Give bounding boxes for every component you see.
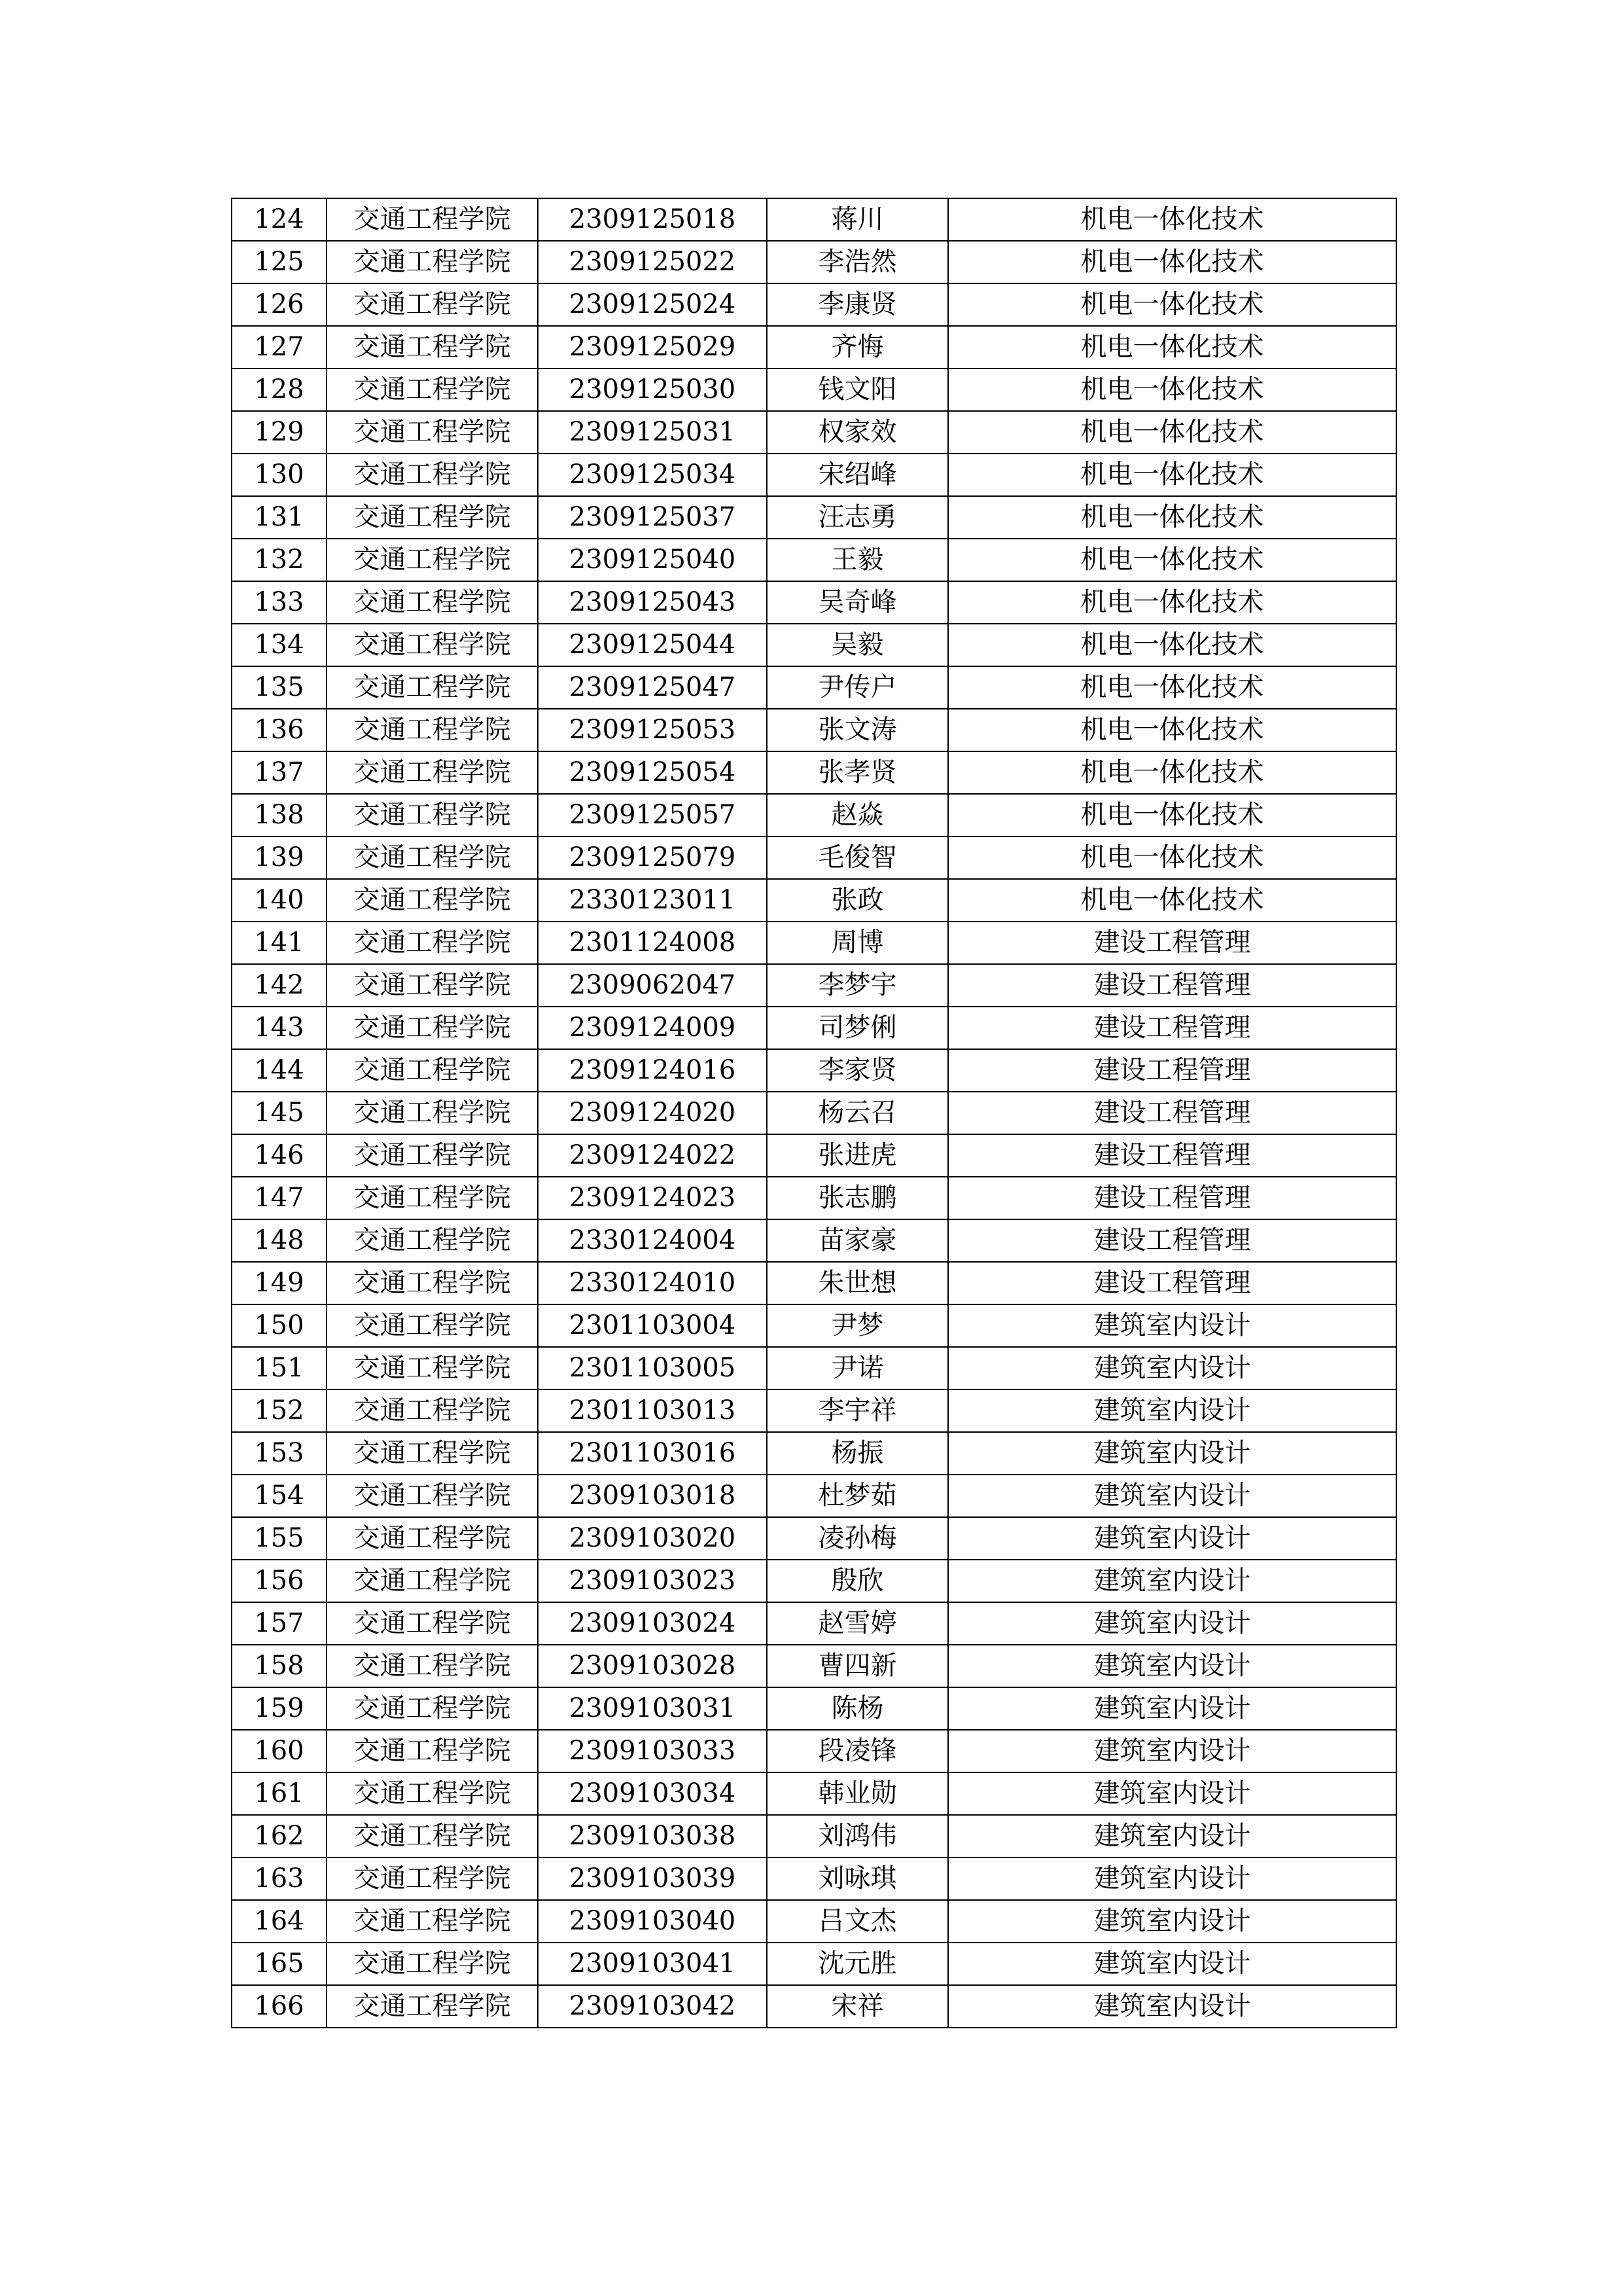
cell-name: 苗家豪	[767, 1219, 948, 1262]
cell-college: 交通工程学院	[327, 496, 538, 539]
cell-college: 交通工程学院	[327, 1134, 538, 1177]
cell-college: 交通工程学院	[327, 666, 538, 709]
cell-major: 机电一体化技术	[948, 454, 1396, 496]
table-row	[232, 198, 1396, 241]
cell-college: 交通工程学院	[327, 1687, 538, 1730]
cell-name: 司梦俐	[767, 1007, 948, 1049]
cell-college: 交通工程学院	[327, 581, 538, 624]
cell-student-id: 2309062047	[538, 964, 767, 1007]
table-row	[232, 1092, 1396, 1134]
table-row	[232, 241, 1396, 283]
cell-student-id: 2309103018	[538, 1475, 767, 1517]
cell-college: 交通工程学院	[327, 1985, 538, 2028]
cell-major: 建筑室内设计	[948, 1390, 1396, 1432]
cell-number: 157	[232, 1602, 327, 1645]
cell-name: 赵焱	[767, 794, 948, 836]
cell-college: 交通工程学院	[327, 1007, 538, 1049]
cell-college: 交通工程学院	[327, 709, 538, 751]
cell-major: 机电一体化技术	[948, 326, 1396, 368]
table-row	[232, 1432, 1396, 1475]
table-row	[232, 539, 1396, 581]
cell-college: 交通工程学院	[327, 1857, 538, 1900]
cell-college: 交通工程学院	[327, 1304, 538, 1347]
cell-student-id: 2309125057	[538, 794, 767, 836]
cell-college: 交通工程学院	[327, 241, 538, 283]
table-row	[232, 1517, 1396, 1560]
table-row	[232, 1985, 1396, 2028]
cell-name: 尹传户	[767, 666, 948, 709]
cell-college: 交通工程学院	[327, 1560, 538, 1602]
table-row	[232, 1900, 1396, 1943]
table-row	[232, 1815, 1396, 1857]
cell-name: 刘鸿伟	[767, 1815, 948, 1857]
cell-major: 建设工程管理	[948, 922, 1396, 964]
cell-name: 张文涛	[767, 709, 948, 751]
cell-major: 建筑室内设计	[948, 1772, 1396, 1815]
cell-name: 李宇祥	[767, 1390, 948, 1432]
cell-name: 毛俊智	[767, 836, 948, 879]
cell-major: 建筑室内设计	[948, 1943, 1396, 1985]
cell-number: 143	[232, 1007, 327, 1049]
cell-number: 135	[232, 666, 327, 709]
cell-number: 142	[232, 964, 327, 1007]
cell-student-id: 2309124022	[538, 1134, 767, 1177]
cell-student-id: 2309125044	[538, 624, 767, 666]
cell-name: 凌孙梅	[767, 1517, 948, 1560]
cell-major: 机电一体化技术	[948, 666, 1396, 709]
cell-number: 140	[232, 879, 327, 922]
cell-student-id: 2309124009	[538, 1007, 767, 1049]
cell-major: 建筑室内设计	[948, 1602, 1396, 1645]
table-row	[232, 1857, 1396, 1900]
cell-student-id: 2309103020	[538, 1517, 767, 1560]
cell-major: 建筑室内设计	[948, 1687, 1396, 1730]
cell-name: 吴毅	[767, 624, 948, 666]
cell-college: 交通工程学院	[327, 1517, 538, 1560]
cell-major: 建筑室内设计	[948, 1730, 1396, 1772]
cell-major: 建筑室内设计	[948, 1517, 1396, 1560]
cell-student-id: 2309125040	[538, 539, 767, 581]
cell-student-id: 2309125018	[538, 198, 767, 241]
cell-name: 杨云召	[767, 1092, 948, 1134]
cell-major: 建设工程管理	[948, 1262, 1396, 1304]
cell-major: 建设工程管理	[948, 1007, 1396, 1049]
cell-name: 李梦宇	[767, 964, 948, 1007]
cell-name: 钱文阳	[767, 368, 948, 411]
table-row	[232, 624, 1396, 666]
table-row	[232, 496, 1396, 539]
cell-major: 建筑室内设计	[948, 1560, 1396, 1602]
cell-number: 147	[232, 1177, 327, 1219]
cell-name: 宋绍峰	[767, 454, 948, 496]
cell-name: 吴奇峰	[767, 581, 948, 624]
table-row	[232, 709, 1396, 751]
cell-college: 交通工程学院	[327, 1815, 538, 1857]
cell-student-id: 2309103042	[538, 1985, 767, 2028]
table-row	[232, 1602, 1396, 1645]
cell-major: 机电一体化技术	[948, 496, 1396, 539]
cell-number: 132	[232, 539, 327, 581]
table-row	[232, 454, 1396, 496]
cell-name: 王毅	[767, 539, 948, 581]
cell-student-id: 2309103038	[538, 1815, 767, 1857]
cell-number: 155	[232, 1517, 327, 1560]
cell-name: 李浩然	[767, 241, 948, 283]
cell-name: 韩业勋	[767, 1772, 948, 1815]
cell-student-id: 2309125037	[538, 496, 767, 539]
cell-number: 162	[232, 1815, 327, 1857]
cell-number: 149	[232, 1262, 327, 1304]
cell-major: 建筑室内设计	[948, 1900, 1396, 1943]
cell-college: 交通工程学院	[327, 1943, 538, 1985]
cell-college: 交通工程学院	[327, 624, 538, 666]
cell-college: 交通工程学院	[327, 1432, 538, 1475]
cell-student-id: 2301103013	[538, 1390, 767, 1432]
cell-major: 建设工程管理	[948, 1049, 1396, 1092]
cell-student-id: 2301124008	[538, 922, 767, 964]
table-row	[232, 964, 1396, 1007]
cell-number: 133	[232, 581, 327, 624]
cell-college: 交通工程学院	[327, 539, 538, 581]
table-row	[232, 666, 1396, 709]
cell-college: 交通工程学院	[327, 368, 538, 411]
cell-name: 权家效	[767, 411, 948, 454]
cell-name: 汪志勇	[767, 496, 948, 539]
cell-number: 151	[232, 1347, 327, 1390]
table-row	[232, 326, 1396, 368]
cell-college: 交通工程学院	[327, 1730, 538, 1772]
cell-major: 机电一体化技术	[948, 539, 1396, 581]
cell-number: 131	[232, 496, 327, 539]
table-row	[232, 283, 1396, 326]
cell-student-id: 2301103004	[538, 1304, 767, 1347]
table-row	[232, 1943, 1396, 1985]
cell-major: 机电一体化技术	[948, 751, 1396, 794]
cell-number: 146	[232, 1134, 327, 1177]
cell-student-id: 2309125079	[538, 836, 767, 879]
table-row	[232, 794, 1396, 836]
table-row	[232, 1262, 1396, 1304]
cell-college: 交通工程学院	[327, 836, 538, 879]
table-row	[232, 1177, 1396, 1219]
cell-major: 机电一体化技术	[948, 581, 1396, 624]
cell-number: 159	[232, 1687, 327, 1730]
cell-number: 141	[232, 922, 327, 964]
table-row	[232, 879, 1396, 922]
cell-name: 吕文杰	[767, 1900, 948, 1943]
table-row	[232, 751, 1396, 794]
cell-major: 建筑室内设计	[948, 1985, 1396, 2028]
cell-student-id: 2309125043	[538, 581, 767, 624]
cell-student-id: 2309125022	[538, 241, 767, 283]
table-row	[232, 836, 1396, 879]
table-row	[232, 1560, 1396, 1602]
cell-name: 段凌锋	[767, 1730, 948, 1772]
cell-major: 建筑室内设计	[948, 1347, 1396, 1390]
cell-number: 144	[232, 1049, 327, 1092]
cell-major: 机电一体化技术	[948, 624, 1396, 666]
cell-student-id: 2309125031	[538, 411, 767, 454]
cell-major: 建设工程管理	[948, 1219, 1396, 1262]
cell-college: 交通工程学院	[327, 454, 538, 496]
cell-major: 机电一体化技术	[948, 411, 1396, 454]
cell-name: 赵雪婷	[767, 1602, 948, 1645]
cell-college: 交通工程学院	[327, 1602, 538, 1645]
cell-number: 161	[232, 1772, 327, 1815]
cell-student-id: 2309125030	[538, 368, 767, 411]
cell-college: 交通工程学院	[327, 198, 538, 241]
cell-college: 交通工程学院	[327, 1219, 538, 1262]
cell-name: 张志鹏	[767, 1177, 948, 1219]
cell-major: 机电一体化技术	[948, 794, 1396, 836]
cell-number: 158	[232, 1645, 327, 1687]
table-row	[232, 1645, 1396, 1687]
table-row	[232, 1304, 1396, 1347]
cell-name: 张进虎	[767, 1134, 948, 1177]
cell-college: 交通工程学院	[327, 922, 538, 964]
cell-major: 机电一体化技术	[948, 241, 1396, 283]
cell-student-id: 2309124020	[538, 1092, 767, 1134]
table-row	[232, 1687, 1396, 1730]
table-row	[232, 1772, 1396, 1815]
cell-college: 交通工程学院	[327, 1262, 538, 1304]
table-row	[232, 1475, 1396, 1517]
cell-number: 127	[232, 326, 327, 368]
cell-major: 机电一体化技术	[948, 283, 1396, 326]
cell-student-id: 2309125047	[538, 666, 767, 709]
cell-name: 李康贤	[767, 283, 948, 326]
cell-number: 165	[232, 1943, 327, 1985]
cell-college: 交通工程学院	[327, 1900, 538, 1943]
cell-college: 交通工程学院	[327, 326, 538, 368]
cell-student-id: 2309103031	[538, 1687, 767, 1730]
cell-number: 124	[232, 198, 327, 241]
cell-student-id: 2309103041	[538, 1943, 767, 1985]
cell-college: 交通工程学院	[327, 1772, 538, 1815]
cell-student-id: 2330124010	[538, 1262, 767, 1304]
cell-number: 130	[232, 454, 327, 496]
cell-college: 交通工程学院	[327, 283, 538, 326]
roster-body	[232, 198, 1396, 2028]
table-row	[232, 1347, 1396, 1390]
table-row	[232, 1730, 1396, 1772]
cell-name: 李家贤	[767, 1049, 948, 1092]
cell-number: 148	[232, 1219, 327, 1262]
cell-name: 殷欣	[767, 1560, 948, 1602]
table-row	[232, 1219, 1396, 1262]
cell-student-id: 2330123011	[538, 879, 767, 922]
table-row	[232, 411, 1396, 454]
cell-number: 129	[232, 411, 327, 454]
cell-student-id: 2330124004	[538, 1219, 767, 1262]
cell-number: 139	[232, 836, 327, 879]
table-row	[232, 1390, 1396, 1432]
cell-number: 154	[232, 1475, 327, 1517]
cell-number: 134	[232, 624, 327, 666]
cell-name: 沈元胜	[767, 1943, 948, 1985]
cell-name: 周博	[767, 922, 948, 964]
table-row	[232, 922, 1396, 964]
cell-name: 杜梦茹	[767, 1475, 948, 1517]
cell-number: 137	[232, 751, 327, 794]
cell-student-id: 2309125024	[538, 283, 767, 326]
cell-student-id: 2301103016	[538, 1432, 767, 1475]
cell-name: 朱世想	[767, 1262, 948, 1304]
cell-major: 建设工程管理	[948, 964, 1396, 1007]
cell-student-id: 2309103033	[538, 1730, 767, 1772]
cell-college: 交通工程学院	[327, 1347, 538, 1390]
cell-major: 建设工程管理	[948, 1177, 1396, 1219]
cell-name: 陈杨	[767, 1687, 948, 1730]
cell-major: 建筑室内设计	[948, 1432, 1396, 1475]
cell-college: 交通工程学院	[327, 411, 538, 454]
cell-number: 125	[232, 241, 327, 283]
cell-student-id: 2301103005	[538, 1347, 767, 1390]
cell-major: 建设工程管理	[948, 1134, 1396, 1177]
table-row	[232, 1007, 1396, 1049]
cell-major: 建设工程管理	[948, 1092, 1396, 1134]
student-roster-table	[231, 198, 1397, 2028]
cell-number: 136	[232, 709, 327, 751]
cell-name: 宋祥	[767, 1985, 948, 2028]
cell-name: 蒋川	[767, 198, 948, 241]
cell-student-id: 2309103023	[538, 1560, 767, 1602]
cell-college: 交通工程学院	[327, 1390, 538, 1432]
cell-major: 机电一体化技术	[948, 368, 1396, 411]
cell-name: 张孝贤	[767, 751, 948, 794]
cell-college: 交通工程学院	[327, 964, 538, 1007]
cell-major: 建筑室内设计	[948, 1645, 1396, 1687]
cell-major: 机电一体化技术	[948, 709, 1396, 751]
cell-college: 交通工程学院	[327, 1092, 538, 1134]
cell-name: 刘咏琪	[767, 1857, 948, 1900]
cell-number: 128	[232, 368, 327, 411]
cell-number: 126	[232, 283, 327, 326]
cell-college: 交通工程学院	[327, 879, 538, 922]
table-row	[232, 581, 1396, 624]
cell-number: 160	[232, 1730, 327, 1772]
cell-name: 尹诺	[767, 1347, 948, 1390]
cell-number: 166	[232, 1985, 327, 2028]
cell-student-id: 2309125034	[538, 454, 767, 496]
cell-number: 156	[232, 1560, 327, 1602]
cell-name: 齐悔	[767, 326, 948, 368]
cell-student-id: 2309125029	[538, 326, 767, 368]
cell-major: 建筑室内设计	[948, 1815, 1396, 1857]
cell-number: 138	[232, 794, 327, 836]
cell-student-id: 2309103028	[538, 1645, 767, 1687]
cell-number: 164	[232, 1900, 327, 1943]
cell-major: 机电一体化技术	[948, 198, 1396, 241]
cell-number: 153	[232, 1432, 327, 1475]
cell-college: 交通工程学院	[327, 794, 538, 836]
table-row	[232, 1049, 1396, 1092]
cell-major: 机电一体化技术	[948, 879, 1396, 922]
table-row	[232, 1134, 1396, 1177]
cell-name: 张政	[767, 879, 948, 922]
cell-major: 建筑室内设计	[948, 1857, 1396, 1900]
cell-student-id: 2309125053	[538, 709, 767, 751]
table-row	[232, 368, 1396, 411]
cell-major: 机电一体化技术	[948, 836, 1396, 879]
cell-student-id: 2309103039	[538, 1857, 767, 1900]
cell-number: 150	[232, 1304, 327, 1347]
cell-student-id: 2309125054	[538, 751, 767, 794]
cell-major: 建筑室内设计	[948, 1475, 1396, 1517]
cell-college: 交通工程学院	[327, 1177, 538, 1219]
cell-student-id: 2309103034	[538, 1772, 767, 1815]
cell-student-id: 2309124016	[538, 1049, 767, 1092]
cell-major: 建筑室内设计	[948, 1304, 1396, 1347]
cell-name: 杨振	[767, 1432, 948, 1475]
cell-name: 尹梦	[767, 1304, 948, 1347]
cell-number: 152	[232, 1390, 327, 1432]
cell-college: 交通工程学院	[327, 1645, 538, 1687]
cell-college: 交通工程学院	[327, 1475, 538, 1517]
cell-name: 曹四新	[767, 1645, 948, 1687]
cell-student-id: 2309103024	[538, 1602, 767, 1645]
cell-college: 交通工程学院	[327, 751, 538, 794]
cell-number: 163	[232, 1857, 327, 1900]
cell-number: 145	[232, 1092, 327, 1134]
cell-student-id: 2309103040	[538, 1900, 767, 1943]
cell-student-id: 2309124023	[538, 1177, 767, 1219]
cell-college: 交通工程学院	[327, 1049, 538, 1092]
